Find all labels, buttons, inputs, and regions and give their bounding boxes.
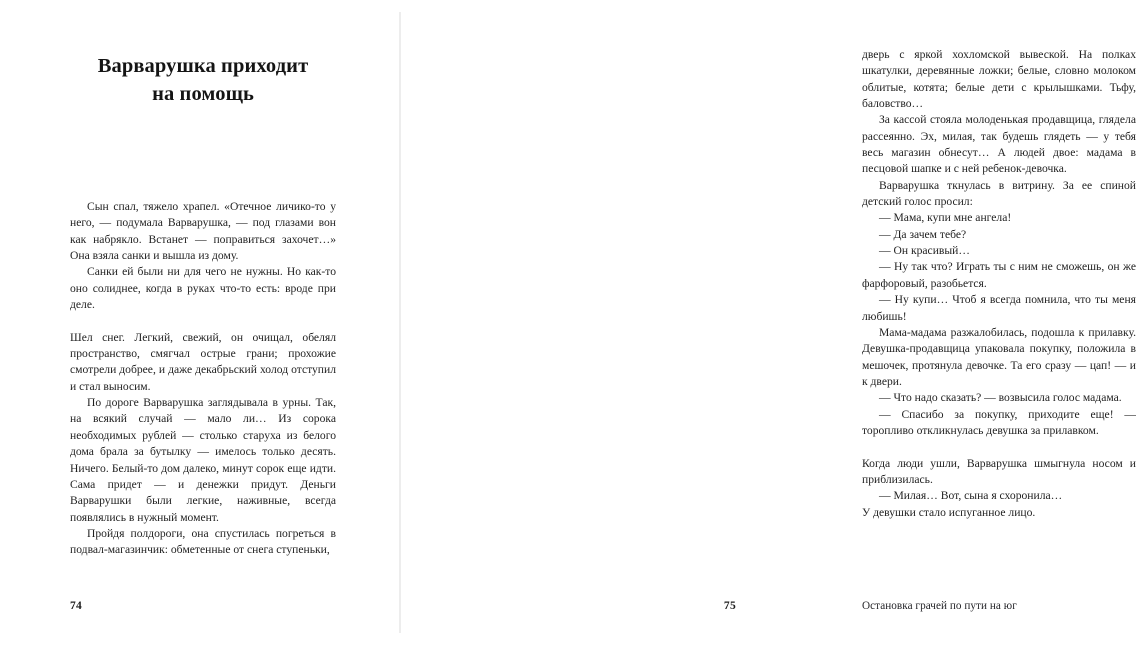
page-number-left: 74: [70, 600, 83, 612]
chapter-title-line-1: Варварушка приходит: [97, 55, 309, 77]
dialogue-line: — Ну купи… Чтоб я всегда помнила, что ты меня любишь!: [862, 293, 1136, 323]
paragraph: За кассой стояла молоденькая продавщица, глядела рассеянно. Эх, милая, так будешь глядеть — у тебя весь магазин обнесут… А людей двое: мадама в песцовой шапке и с ней ребенок-девочка.: [862, 113, 1136, 176]
dialogue-line: — Милая… Вот, сына я схоронила…: [879, 489, 1063, 503]
paragraph: Мама-мадама разжалобилась, подошла к прилавку. Девушка-продавщица упаковала покупку, положила в мешочек, протянула девочке. Та его сразу — цап! — и к двери.: [862, 325, 1136, 388]
dialogue-line: — Он красивый…: [879, 244, 970, 258]
paragraph: У девушки стало испуганное лицо.: [862, 505, 1036, 519]
page-right: [400, 0, 1136, 645]
paragraph: Санки ей были ни для чего не нужны. Но как-то оно солиднее, когда в руках что-то есть: вроде при деле.: [70, 265, 336, 312]
paragraph: Варварушка ткнулась в витрину. За ее спиной детский голос просил:: [862, 178, 1136, 209]
page-left: [0, 0, 400, 645]
paragraph: Пройдя полдороги, она спустилась погреться в подвал-магазинчик: обметенные от снега ступеньки,: [70, 526, 336, 557]
paragraph: дверь с яркой хохломской вывеской. На полках шкатулки, деревянные ложки; белые, словно молоком облитые, котята; белые дети с крылышками. Тьфу, баловство…: [862, 48, 1136, 111]
paragraph: Сын спал, тяжело храпел. «Отечное личико-то у него, — подумала Варварушка, — под глазами вон как набрякло. Встанет — поправиться захочет…» Она взяла санки и вышла из дому.: [70, 200, 336, 263]
dialogue-line: — Спасибо за покупку, приходите еще! — торопливо откликнулась девушка за прилавком.: [862, 407, 1136, 437]
dialogue-line: — Мама, купи мне ангела!: [879, 211, 1012, 225]
dialogue-line: — Ну так что? Играть ты с ним не сможешь, он же фарфоровый, разобьется.: [862, 260, 1136, 290]
dialogue-line: — Да зачем тебе?: [879, 227, 967, 241]
chapter-title: [70, 52, 336, 109]
paragraph: По дороге Варварушка заглядывала в урны. Так, на всякий случай — мало ли… Из сорока необходимых рублей — столько старуха из белого дома брала за бутылку — имелось только десять. Ничего. Белый-то дом далеко, минут сорок еще идти. Сама придет — и денежки придут. Деньги Варварушки были легкие, наживные, всегда появлялись в нужный момент.: [70, 396, 336, 524]
left-page-body: [70, 199, 336, 559]
paragraph: Когда люди ушли, Варварушка шмыгнула носом и приблизилась.: [862, 456, 1136, 486]
dialogue-line: — Что надо сказать? — возвысила голос мадама.: [879, 391, 1122, 405]
paragraph: Шел снег. Легкий, свежий, он очищал, обелял пространство, смягчал острые грани; прохожие смотрели добрее, и даже декабрьский холод отступил и стал выносим.: [70, 330, 336, 393]
running-head: Остановка грачей по пути на юг: [862, 600, 1017, 612]
page-number-right: 75: [723, 600, 736, 612]
chapter-title-line-2: на помощь: [152, 83, 254, 106]
right-page-body: [862, 47, 1136, 521]
